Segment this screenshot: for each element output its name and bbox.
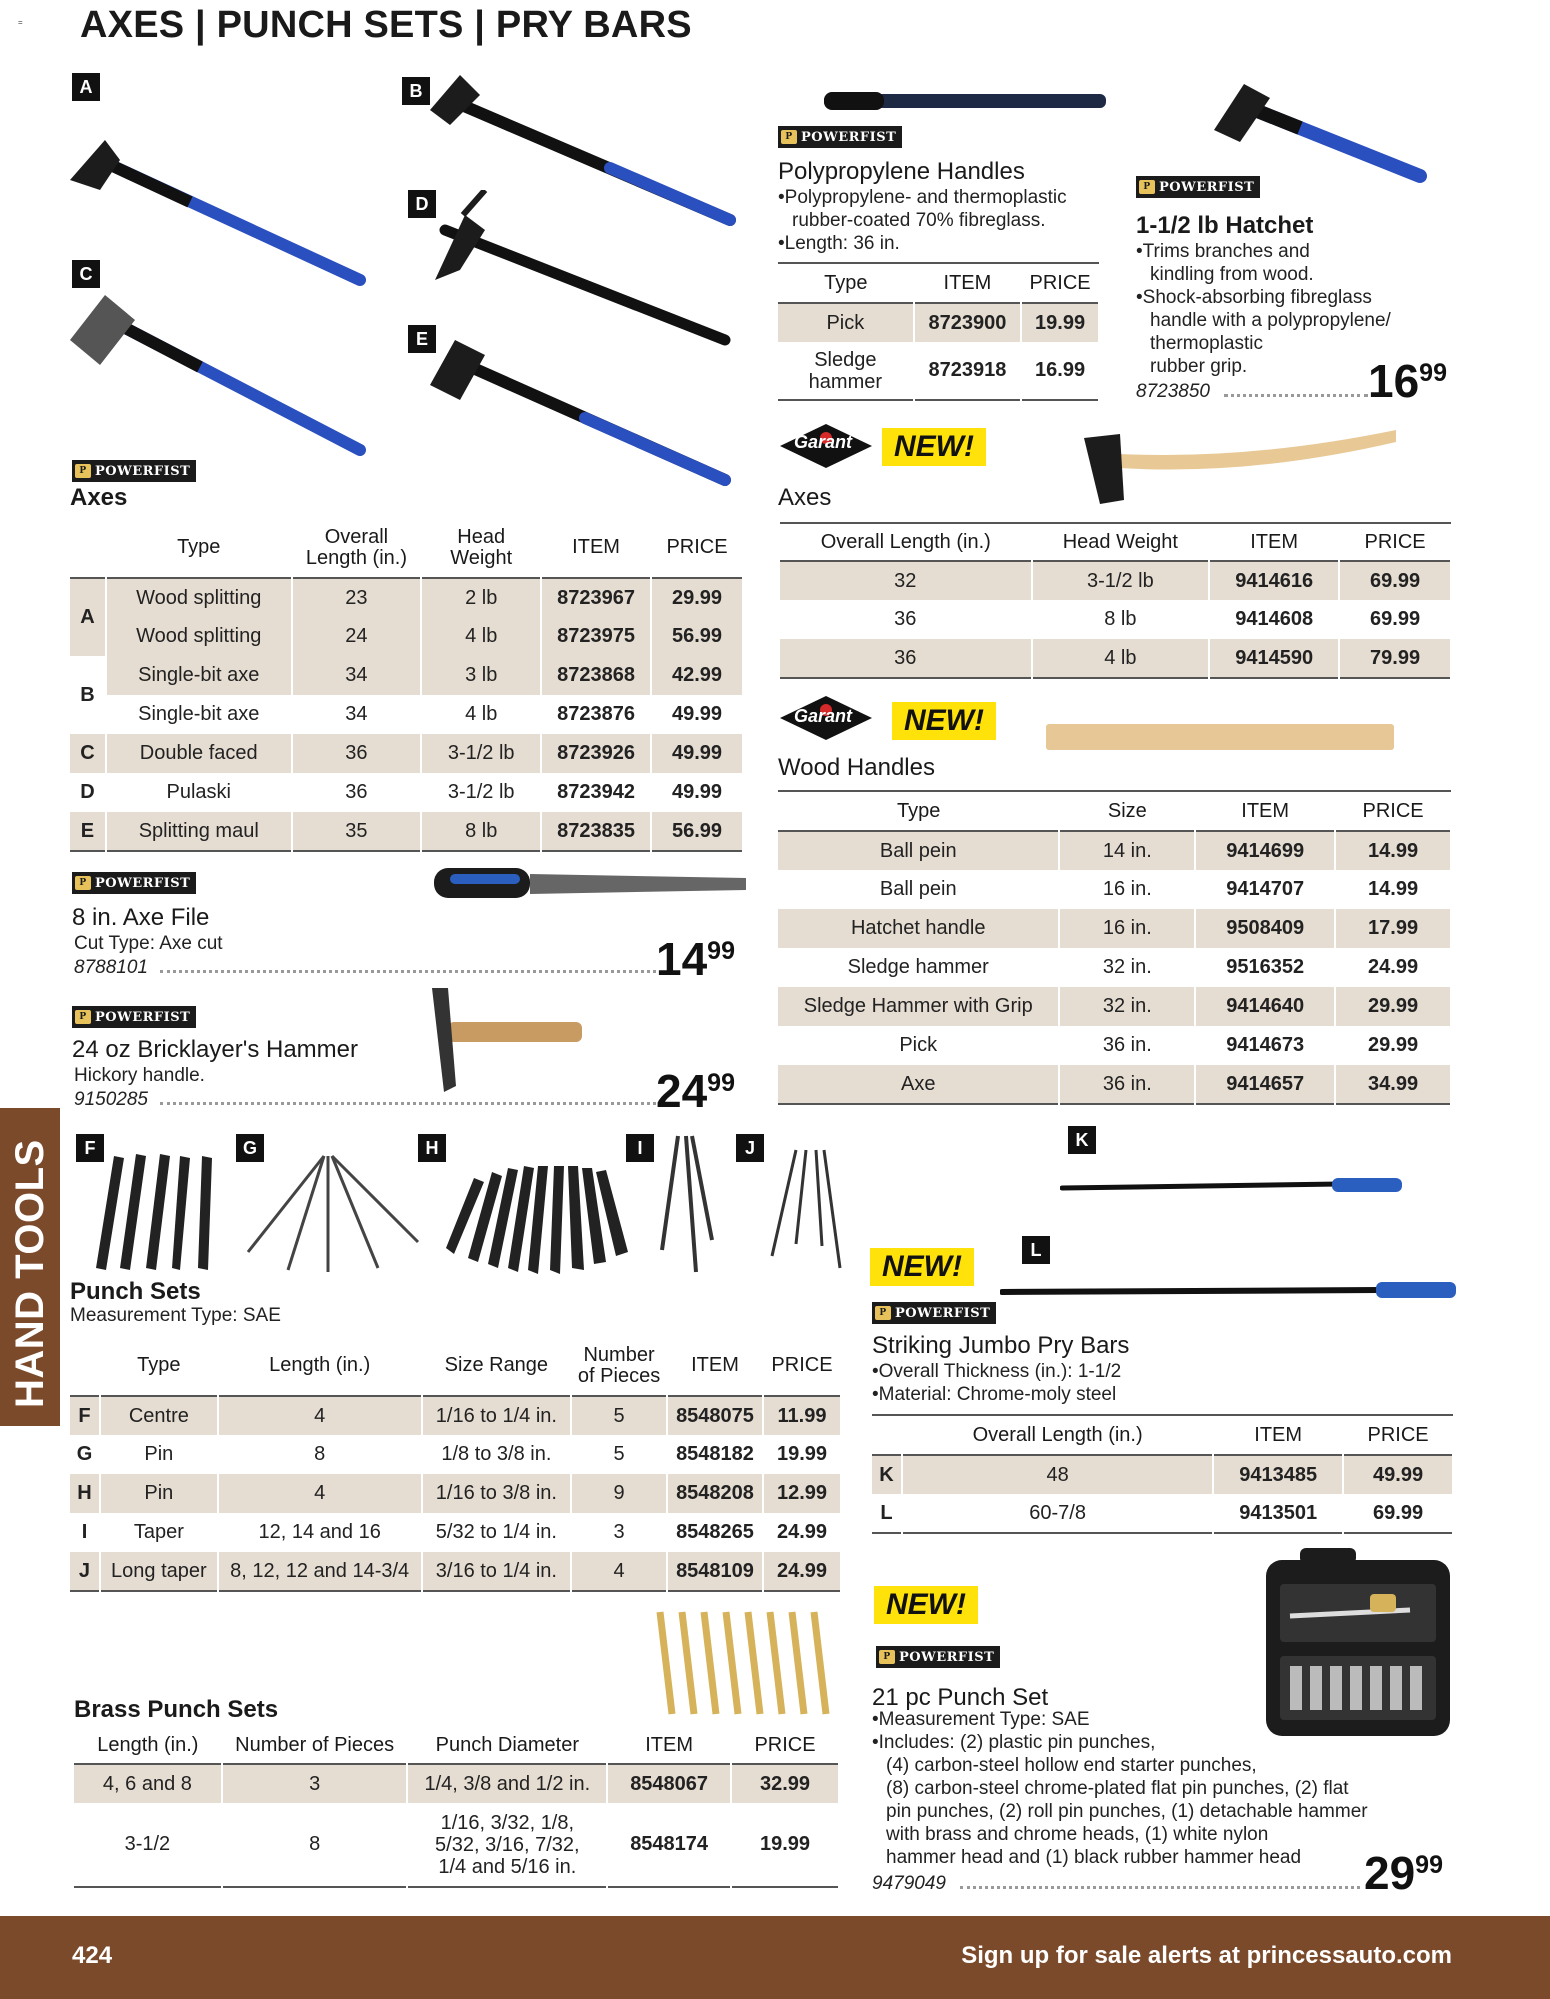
table-row: B Single-bit axe 34 3 lb 8723868 42.99 bbox=[70, 656, 743, 695]
poly-bullet-3: •Length: 36 in. bbox=[778, 233, 900, 254]
hatchet-price: $16^{99}$ bbox=[1368, 355, 1447, 407]
axe-c-image bbox=[60, 290, 380, 460]
table-row: C Double faced 36 3-1/2 lb 8723926 49.99 bbox=[70, 734, 743, 773]
col-length: Overall Length (in.) bbox=[305, 525, 407, 569]
label-c: C bbox=[72, 260, 100, 288]
garant-axes-title: Axes bbox=[778, 484, 832, 511]
footer bbox=[0, 1916, 1550, 1999]
table-row: Hatchet handle 16 in. 9508409 17.99 bbox=[778, 909, 1451, 948]
table-row: Axe 36 in. 9414657 34.99 bbox=[778, 1065, 1451, 1104]
table-row: E Splitting maul 35 8 lb 8723835 56.99 bbox=[70, 812, 743, 851]
section-tab-label: HAND TOOLS bbox=[8, 1139, 52, 1408]
poly-handle-image bbox=[820, 86, 1110, 116]
axe-a-image bbox=[60, 120, 380, 300]
pry-bullet-1: •Overall Thickness (in.): 1-1/2 bbox=[872, 1361, 1122, 1382]
new-badge: NEW! bbox=[870, 1248, 974, 1286]
table-row: 3-1/2 8 1/16, 3/32, 1/8, 5/32, 3/16, 7/32, 1/4 and 5/16 in. 8548174 19.99 bbox=[74, 1803, 839, 1887]
axe-file-title: 8 in. Axe File bbox=[72, 904, 210, 931]
table-row: L 60-7/8 9413501 69.99 bbox=[872, 1494, 1453, 1533]
hatchet-sku: 8723850 bbox=[1136, 381, 1210, 402]
powerfist-logo: P POWERFIST bbox=[72, 1006, 196, 1028]
pry-bar-k-image bbox=[1060, 1168, 1404, 1198]
wood-handle-image bbox=[1044, 720, 1396, 754]
axe-file-price: $14^{99}$ bbox=[656, 933, 735, 985]
table-row: Pick 8723900 19.99 bbox=[778, 303, 1099, 342]
label-g: G bbox=[236, 1134, 264, 1162]
punch-set-i-image bbox=[656, 1130, 716, 1276]
punch21-price: $29^{99}$ bbox=[1364, 1847, 1443, 1899]
punch21-bullet-6: with brass and chrome heads, (1) white nylon bbox=[886, 1824, 1269, 1845]
garant-axe-image bbox=[1080, 420, 1400, 506]
col-weight: Head Weight bbox=[450, 525, 513, 569]
powerfist-logo: P POWERFIST bbox=[778, 126, 902, 148]
hatchet-bullet-6: rubber grip. bbox=[1150, 356, 1248, 377]
pry-bar-l-image bbox=[1000, 1274, 1460, 1304]
label-b: B bbox=[402, 77, 430, 105]
punch-set-g-image bbox=[228, 1152, 428, 1276]
hatchet-image bbox=[1210, 80, 1430, 190]
label-a: A bbox=[72, 73, 100, 101]
bricklayer-price: $24^{99}$ bbox=[656, 1065, 735, 1117]
table-row: D Pulaski 36 3-1/2 lb 8723942 49.99 bbox=[70, 773, 743, 812]
poly-bullet-1: •Polypropylene- and thermoplastic bbox=[778, 187, 1067, 208]
brass-punch-table: Length (in.) Number of Pieces Punch Diameter ITEM PRICE 4, 6 and 8 3 1/4, 3/8 and 1/2 in. 8548067 32.99 3-1/2 8 1/16, 3/32, 1/8, 5/32, 3/16, 7/32, 1/4 and 5/16 in. 8548174 19.99 bbox=[74, 1728, 840, 1888]
label-e: E bbox=[408, 325, 436, 353]
axe-file-image bbox=[430, 862, 750, 908]
pry-bars-title: Striking Jumbo Pry Bars bbox=[872, 1332, 1130, 1359]
page-title: AXES | PUNCH SETS | PRY BARS bbox=[80, 4, 692, 46]
table-row: J Long taper 8, 12, 12 and 14-3/4 3/16 to 1/4 in. 4 8548109 24.99 bbox=[70, 1552, 841, 1591]
col-item: ITEM bbox=[572, 536, 620, 558]
powerfist-logo: P POWERFIST bbox=[1136, 176, 1260, 198]
table-row: F Centre 4 1/16 to 1/4 in. 5 8548075 11.99 bbox=[70, 1396, 841, 1435]
garant-logo-text: Garant bbox=[794, 432, 853, 452]
bricklayer-title: 24 oz Bricklayer's Hammer bbox=[72, 1036, 358, 1063]
brass-punch-image bbox=[650, 1608, 840, 1718]
label-j: J bbox=[736, 1134, 764, 1162]
axe-file-desc: Cut Type: Axe cut bbox=[74, 933, 223, 954]
label-h: H bbox=[418, 1134, 446, 1162]
poly-bullet-2: rubber-coated 70% fibreglass. bbox=[792, 210, 1046, 231]
table-row: Sledge hammer 32 in. 9516352 24.99 bbox=[778, 948, 1451, 987]
punch-set-j-image bbox=[766, 1146, 846, 1276]
leader-dots bbox=[160, 1102, 656, 1105]
poly-table: Type ITEM PRICE Pick 8723900 19.99 Sledge hammer 8723918 16.99 bbox=[778, 262, 1100, 401]
axes-table bbox=[70, 518, 744, 852]
punch21-bullet-5: pin punches, (2) roll pin punches, (1) detachable hammer bbox=[886, 1801, 1368, 1822]
pry-bars-table: Overall Length (in.) ITEM PRICE K 48 9413485 49.99 L 60-7/8 9413501 69.99 bbox=[872, 1414, 1454, 1534]
leader-dots bbox=[960, 1886, 1360, 1889]
punch21-bullet-3: (4) carbon-steel hollow end starter punches, bbox=[886, 1755, 1257, 1776]
table-row: A Wood splitting 23 2 lb 8723967 29.99 bbox=[70, 578, 743, 617]
punch-sets-title: Punch Sets bbox=[70, 1278, 201, 1305]
axe-e-image bbox=[425, 330, 735, 490]
powerfist-logo: P POWERFIST bbox=[872, 1302, 996, 1324]
axe-d-image bbox=[425, 190, 735, 350]
punch21-bullet-4: (8) carbon-steel chrome-plated flat pin punches, (2) flat bbox=[886, 1778, 1349, 1799]
col-type: Type bbox=[177, 536, 221, 558]
table-row: I Taper 12, 14 and 16 5/32 to 1/4 in. 3 8548265 24.99 bbox=[70, 1513, 841, 1552]
label-d: D bbox=[408, 190, 436, 218]
new-badge: NEW! bbox=[892, 702, 996, 740]
table-row: Wood splitting 24 4 lb 8723975 56.99 bbox=[70, 617, 743, 656]
table-row: H Pin 4 1/16 to 3/8 in. 9 8548208 12.99 bbox=[70, 1474, 841, 1513]
bricklayer-desc: Hickory handle. bbox=[74, 1065, 205, 1086]
wood-handles-table: Type Size ITEM PRICE Ball pein 14 in. 9414699 14.99 Ball pein 16 in. 9414707 14.99 Hatchet handle 16 in. 9508409 17.99 Sledge hammer 32 in. 9516352 24.99 Sledge Hammer with Grip 32 in. 9414640 29.99 Pick 36 in. 9414673 29.99 Axe 36 in. 9414657 34.99 bbox=[778, 790, 1452, 1105]
table-row: Single-bit axe 34 4 lb 8723876 49.99 bbox=[70, 695, 743, 734]
punch21-bullet-7: hammer head and (1) black rubber hammer head bbox=[886, 1847, 1302, 1868]
punch-set-f-image bbox=[76, 1148, 226, 1278]
axes-title: Axes bbox=[70, 484, 128, 511]
leader-dots bbox=[1224, 394, 1368, 397]
brass-punch-title: Brass Punch Sets bbox=[74, 1696, 279, 1723]
label-l: L bbox=[1022, 1236, 1050, 1264]
hatchet-bullet-1: •Trims branches and bbox=[1136, 241, 1310, 262]
table-row: Sledge hammer 8723918 16.99 bbox=[778, 342, 1099, 400]
punch21-bullet-1: •Measurement Type: SAE bbox=[872, 1709, 1090, 1730]
powerfist-logo: P POWERFIST bbox=[72, 872, 196, 894]
label-f: F bbox=[76, 1134, 104, 1162]
table-row: Ball pein 14 in. 9414699 14.99 bbox=[778, 831, 1451, 870]
table-row: 4, 6 and 8 3 1/4, 3/8 and 1/2 in. 8548067 32.99 bbox=[74, 1764, 839, 1803]
punch-set-h-image bbox=[438, 1158, 638, 1276]
section-tab bbox=[0, 1108, 60, 1426]
corner-mark: = bbox=[18, 18, 23, 27]
pry-bullet-2: •Material: Chrome-moly steel bbox=[872, 1384, 1117, 1405]
axe-file-sku: 8788101 bbox=[74, 957, 148, 978]
label-i: I bbox=[626, 1134, 654, 1162]
hatchet-bullet-4: handle with a polypropylene/ bbox=[1150, 310, 1391, 331]
table-row: Ball pein 16 in. 9414707 14.99 bbox=[778, 870, 1451, 909]
table-row: 36 4 lb 9414590 79.99 bbox=[780, 639, 1451, 678]
garant-logo-text: Garant bbox=[794, 706, 853, 726]
table-row: G Pin 8 1/8 to 3/8 in. 5 8548182 19.99 bbox=[70, 1435, 841, 1474]
new-badge: NEW! bbox=[874, 1586, 978, 1624]
table-row: K 48 9413485 49.99 bbox=[872, 1455, 1453, 1494]
punch21-title: 21 pc Punch Set bbox=[872, 1684, 1049, 1711]
punch-sets-table: Type Length (in.) Size Range Number of Pieces ITEM PRICE F Centre 4 1/16 to 1/4 in. 5 8548075 11.99 G Pin 8 1/8 to 3/8 in. 5 8548182 19.99 H Pin 4 1/16 to 3/8 in. 9 8548208 12.99 I Taper 12, 14 and 16 5/32 to 1/4 in. 3 8548265 24.99 J Long taper 8, 12, 12 and 14-3/4 3/16 to 1/4 in. 4 8548109 24.99 bbox=[70, 1336, 842, 1592]
powerfist-logo: P POWERFIST bbox=[876, 1646, 1000, 1668]
bricklayer-image bbox=[418, 986, 588, 1096]
label-k: K bbox=[1068, 1126, 1096, 1154]
punch21-sku: 9479049 bbox=[872, 1873, 946, 1894]
page-number: 424 bbox=[72, 1942, 113, 1969]
poly-title: Polypropylene Handles bbox=[778, 158, 1025, 185]
punch21-bullet-2: •Includes: (2) plastic pin punches, bbox=[872, 1732, 1156, 1753]
leader-dots bbox=[160, 970, 656, 973]
hatchet-bullet-2: kindling from wood. bbox=[1150, 264, 1314, 285]
garant-axes-table: Overall Length (in.) Head Weight ITEM PRICE 32 3-1/2 lb 9414616 69.99 36 8 lb 9414608 69.99 36 4 lb 9414590 79.99 bbox=[780, 522, 1452, 679]
hatchet-title: 1-1/2 lb Hatchet bbox=[1136, 212, 1314, 239]
sale-alerts-link[interactable]: Sign up for sale alerts at princessauto.com bbox=[961, 1942, 1452, 1969]
wood-handles-title: Wood Handles bbox=[778, 754, 935, 781]
col-price: PRICE bbox=[666, 536, 728, 558]
punch-case-image bbox=[1260, 1544, 1456, 1744]
powerfist-logo: P POWERFIST bbox=[72, 460, 196, 482]
new-badge: NEW! bbox=[882, 428, 986, 466]
table-row: 36 8 lb 9414608 69.99 bbox=[780, 600, 1451, 639]
hatchet-bullet-5: thermoplastic bbox=[1150, 333, 1263, 354]
bricklayer-sku: 9150285 bbox=[74, 1089, 148, 1110]
punch-sets-desc: Measurement Type: SAE bbox=[70, 1305, 281, 1326]
table-row: Pick 36 in. 9414673 29.99 bbox=[778, 1026, 1451, 1065]
table-row: 32 3-1/2 lb 9414616 69.99 bbox=[780, 561, 1451, 600]
hatchet-bullet-3: •Shock-absorbing fibreglass bbox=[1136, 287, 1372, 308]
table-row: Sledge Hammer with Grip 32 in. 9414640 29.99 bbox=[778, 987, 1451, 1026]
